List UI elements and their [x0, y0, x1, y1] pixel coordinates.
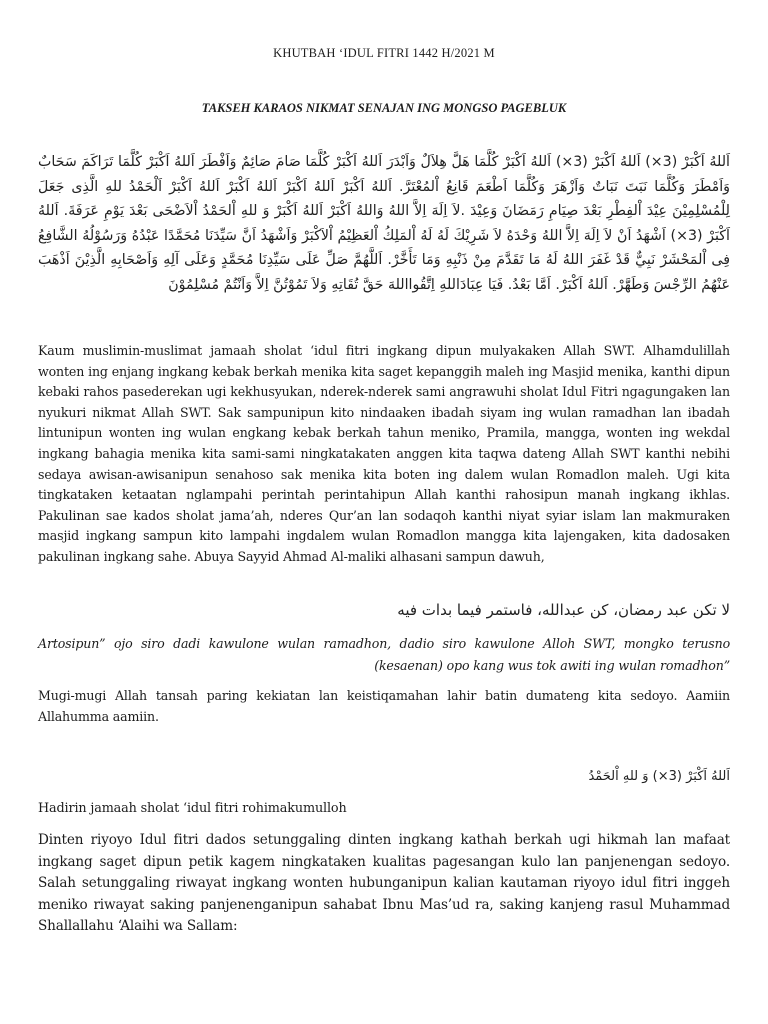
khutbah-subtitle: TAKSEH KARAOS NIKMAT SENAJAN ING MONGSO PAGEBLUK [201, 101, 567, 115]
document-header-title: KHUTBAH ‘IDUL FITRI 1442 H/2021 M [273, 46, 495, 60]
paragraph-3: Dinten riyoyo Idul fitri dados setunggaling dinten ingkang kathah berkah ugi hikmah lan mafaat ingkang saget dipun petik kagem ningkataken kualitas pagesangan kulo lan panjenengan sedoyo. Salah setunggaling riwayat ingkang wonten hubunganipun kalian kautaman riyoyo idul fitri inggeh meniko riwayat saking panjenenganipun sahabat Ibnu Mas’ud ra, saking kanjeng rasul Muhammad Shallallahu ‘Alaihi wa Sallam: [38, 832, 730, 935]
paragraph-2: Mugi-mugi Allah tansah paring kekiatan lan keistiqamahan lahir batin dumateng kita sedoyo. Aamiin Allahumma aamiin. [38, 688, 730, 724]
quote-translation: Artosipun” ojo siro dadi kawulone wulan ramadhon, dadio siro kawulone Alloh SWT, mongko terusno (kesaenan) opo kang wus tok awiti ing wulan romadhon” [38, 636, 730, 673]
arabic-quote: لا تكن عبد رمضان، كن عبدالله، فاستمر فيما بدات فيه [397, 601, 730, 619]
opening-arabic-text: اَللهُ اَكْبَرْ (3×) اَللهُ اَكْبَرْ (3×) اَللهُ اَكْبَرْ كُلَّمَا هَلَّ هِلاَلٌ وَاَبْدَرَ اَللهُ اَكْبَرْ كُلَّمَا صَامَ صَائِمٌ وَاَفْطَرَ اَللهُ اَكْبَرْ كُلَّمَا تَرَاكَمَ سَحَابٌ وَاَمْطَرَ وَكُلَّمَا نَبَتَ نَبَاتٌ وَاَزْهَرَ وَكُلَّمَا اَطْعَمَ قَانِعُ اْلمُعْتَرَّ. اَللهُ اَكْبَرْ اَللهُ اَكْبَرْ اَللهُ اَكْبَرْ اَللهُ اَكْبَرْ اَلْحَمْدُ للهِ الَّذِى جَعَلَ لِلْمُسْلِمِيْنَ عِيْدَ اْلفِطْرِ بَعْدَ صِيَامِ رَمَضَانَ وَعِيْدَ .لاَ اِلَهَ اِلاَّ اللهُ وَاللهُ اَكْبَرْ اَللهُ اَكْبَرْ وَ للهِ اْلحَمْدُ اْلاَضْحَى بَعْدَ يَوْمِ عَرَفَةَ. اَللهُ اَكْبَرْ (3×) اَشْهَدُ اَنْ لاَ اِلَهَ اِلاَّ اللهُ وَحْدَهُ لاَ شَرِيْكَ لَهُ لَهُ اْلمَلِكُ اْلعَظِيْمُ اْلاَكْبَرْ وَاَشْهَدُ اَنَّ سَيِّدَنَا مُحَمَّدًا عَبْدُهُ وَرَسُوْلُهُ الشَّافِعُ فِى اْلمَحْشَرْ نَبِيٌّ قَدْ غَفَرَ اللهُ لَهُ مَا تَقَدَّمَ مِنْ ذَنْبِهِ وَمَا تَأَخَّرْ. اَللَّهُمَّ صَلِّ عَلَى سَيِّدِنَا مُحَمَّدٍ وَعَلَى آلِهِ وَاَصْحَابِهِ الَّذِيْنَ اَذْهَبَ عَنْهُمُ الرِّجْسَ وَطَهَّرْ. اَللهُ اَكْبَرْ. اَمَّا بَعْدُ. فَيَا عِبَادَاللهِ اِتَّقُوااللهَ حَقَّ تُقَاتِهِ وَلاَ تَمُوْتُنَّ اِلاَّ وَاَنْتُمْ مُسْلِمُوْنَ [38, 154, 730, 293]
paragraph-1: Kaum muslimin-muslimat jamaah sholat ‘idul fitri ingkang dipun mulyakaken Allah SWT. Alhamdulillah wonten ing enjang ingkang kebak berkah menika kita saget kepanggih maleh ing Masjid menika, kanthi dipun kebaki rahos pasederekan ugi kekhusyukan, nderek-nderek sami angrawuhi sholat Idul Fitri ngagungaken lan nyukuri nikmat Allah SWT. Sak sampunipun kito nindaaken ibadah siyam ing wulan ramadhan lan ibadah lintunipun wonten ing wulan engkang kebak berkah tahun meniko, Pramila, mangga, wonten ing wekdal ingkang bahagia menika kita sami-sami ningkatakaten anggen kita taqwa dateng Allah SWT kanthi nebihi sedaya awisan-awisanipun senahoso sak menika kita boten ing dalem wulan Romadlon maleh. Ugi kita tingkataken ketaatan nglampahi perintah perintahipun Allah kanthi rahosipun manah ingkang ikhlas. Pakulinan sae kados sholat jama’ah, nderes Qur’an lan sodaqoh kanthi niyat syiar islam lan makmuraken masjid ingkang sampun kito lampahi ingdalem wulan Romadlon mangga kita lajengaken, kita dadosaken pakulinan ingkang sahe. Abuya Sayyid Ahmad Al-maliki alhasani sampun dawuh, [38, 343, 730, 564]
address-line: Hadirin jamaah sholat ‘idul fitri rohimakumulloh [38, 801, 347, 816]
takbir-arabic: اَللهُ اَكْبَرْ (3×) وَ للهِ اْلحَمْدُ [588, 769, 730, 784]
